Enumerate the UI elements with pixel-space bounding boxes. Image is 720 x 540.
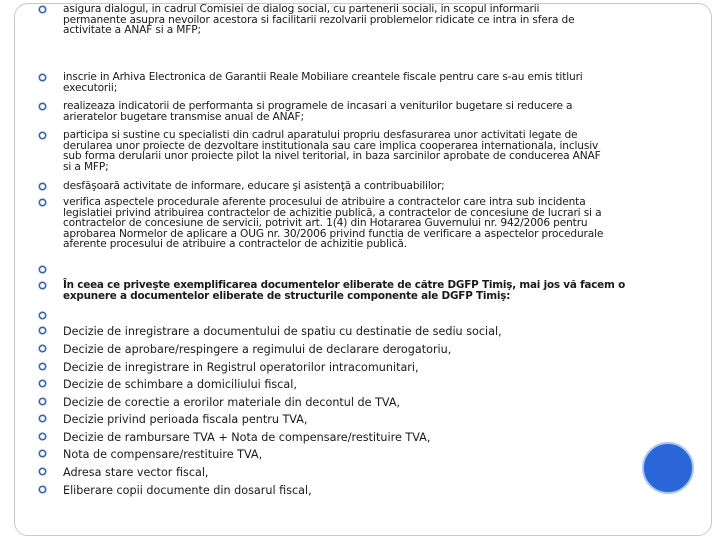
ring-bullet-icon (38, 326, 47, 335)
list-item-text: Decizie de aprobare/respingere a regimului de declarare derogatoriu, (63, 343, 452, 356)
ring-bullet-icon (38, 449, 47, 458)
ring-bullet-icon (38, 281, 47, 290)
list-item-text: participa si sustine cu specialisti din cadrul aparatului propriu desfasurarea unor activitati legate de derularea unor proiecte de dezvoltare institutionala sau care implica cooperarea internationala, inclusiv sub forma derularii unor proiecte pilot la nivel teritorial, in baza sarcinilor aprobate de conducerea ANAF si a MFP; (63, 129, 601, 173)
list-item-text: În ceea ce priveşte exemplificarea documentelor eliberate de către DGFP Timiş, mai jos vă facem o expunere a documentelor eliberate de structurile componente ale DGFP Timiş: (63, 279, 626, 302)
list-item-text: Decizie de inregistrare in Registrul operatorilor intracomunitari, (63, 361, 419, 374)
ring-bullet-icon (38, 102, 47, 111)
list-item-text: verifica aspectele procedurale aferente procesului de atribuire a contractelor care intra sub incidenta legislatiei privind atribuirea contractelor de achizitie publică, a contractelor de concesiune de lucrari si a contractelor de concesiune de servicii, potrivit art. 1(4) din Hotararea Guvernului nr. 942/2006 pentru aprobarea Normelor de aplicare a OUG nr. 30/2006 privind functia de verificare a aspectelor procedurale aferente procesului de atribuire a contractelor de achizitie publică. (63, 196, 604, 251)
ring-bullet-icon (38, 432, 47, 441)
list-item-text: realizeaza indicatorii de performanta si programele de incasari a veniturilor bugetare si reducere a arieratelor bugetare transmise anual de ANAF; (63, 100, 573, 123)
list-item-text: Eliberare copii documente din dosarul fiscal, (63, 484, 312, 497)
list-item-text: asigura dialogul, in cadrul Comisiei de dialog social, cu partenerii sociali, in scopul informarii permanente asupra nevoilor acestora si facilitarii rezolvarii problemelor ridicate ce intra in sfera de activitate a ANAF si a MFP; (63, 3, 575, 37)
ring-bullet-icon (38, 467, 47, 476)
ring-bullet-icon (38, 198, 47, 207)
list-item-text: desfăşoară activitate de informare, educare şi asistenţă a contribuabililor; (63, 180, 445, 192)
ring-bullet-icon (38, 73, 47, 82)
ring-bullet-icon (38, 182, 47, 191)
blue-circle-icon (642, 442, 694, 494)
list-item-text: Nota de compensare/restituire TVA, (63, 448, 263, 461)
list-item-text: Decizie de corectie a erorilor materiale din decontul de TVA, (63, 396, 401, 409)
ring-bullet-icon (38, 311, 47, 320)
list-item-text: Adresa stare vector fiscal, (63, 466, 209, 479)
ring-bullet-icon (38, 265, 47, 274)
list-item-text: Decizie de rambursare TVA + Nota de compensare/restituire TVA, (63, 431, 431, 444)
list-item-text: Decizie de inregistrare a documentului de spatiu cu destinatie de sediu social, (63, 325, 502, 338)
ring-bullet-icon (38, 485, 47, 494)
list-item-text: Decizie privind perioada fiscala pentru TVA, (63, 413, 308, 426)
ring-bullet-icon (38, 379, 47, 388)
ring-bullet-icon (38, 344, 47, 353)
ring-bullet-icon (38, 131, 47, 140)
ring-bullet-icon (38, 362, 47, 371)
list-item-text: inscrie in Arhiva Electronica de Garantii Reale Mobiliare creantele fiscale pentru care s-au emis titluri executorii; (63, 71, 583, 94)
ring-bullet-icon (38, 397, 47, 406)
list-item-text: Decizie de schimbare a domiciliului fiscal, (63, 378, 297, 391)
ring-bullet-icon (38, 414, 47, 423)
ring-bullet-icon (38, 5, 47, 14)
